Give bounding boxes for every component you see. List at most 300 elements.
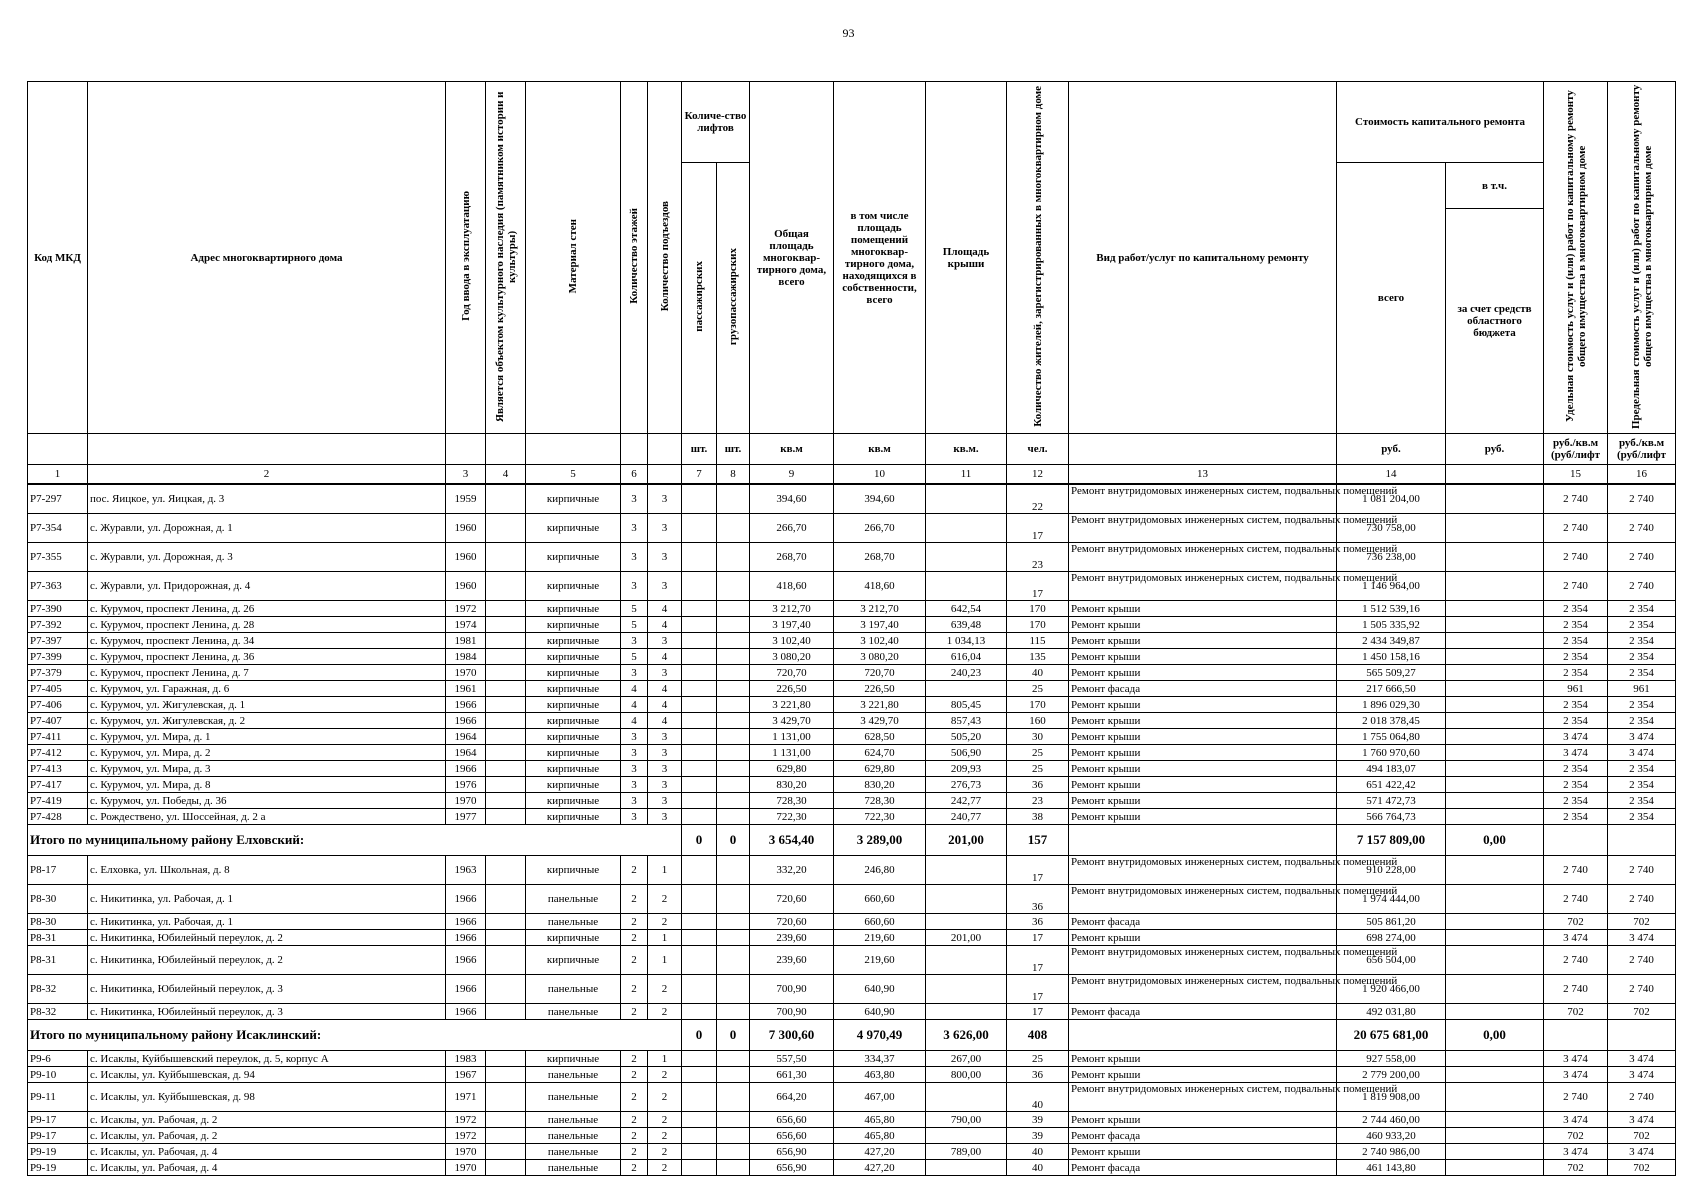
limit-cost: 2 740 bbox=[1608, 885, 1676, 914]
total-area-owned: 4 970,49 bbox=[834, 1020, 926, 1051]
unit-cost: 2 740 bbox=[1544, 543, 1608, 572]
table-row bbox=[28, 930, 1676, 946]
column-number: 3 bbox=[446, 465, 486, 485]
mkd-code: Р7-406 bbox=[28, 697, 88, 713]
heritage-flag bbox=[486, 914, 526, 930]
regional-funds bbox=[1446, 793, 1544, 809]
lift-cargo-count bbox=[717, 697, 750, 713]
column-number: 2 bbox=[88, 465, 446, 485]
mkd-address: с. Исаклы, Куйбышевский переулок, д. 5, корпус А bbox=[88, 1051, 446, 1067]
entrances-count: 3 bbox=[648, 793, 682, 809]
area-owned: 3 197,40 bbox=[834, 617, 926, 633]
heritage-flag bbox=[486, 681, 526, 697]
roof-area: 800,00 bbox=[926, 1067, 1007, 1083]
unit-rub-sqm: руб./кв.м (руб/лифт bbox=[1544, 434, 1608, 465]
entrances-count: 3 bbox=[648, 572, 682, 601]
roof-area bbox=[926, 514, 1007, 543]
wall-material: кирпичные bbox=[526, 484, 621, 514]
table-row bbox=[28, 633, 1676, 649]
floors-count: 2 bbox=[621, 914, 648, 930]
district-total-row bbox=[28, 825, 1676, 856]
heritage-flag bbox=[486, 713, 526, 729]
total-lift-pass: 0 bbox=[682, 1020, 717, 1051]
mkd-address: с. Курумоч, ул. Мира, д. 3 bbox=[88, 761, 446, 777]
floors-count: 2 bbox=[621, 975, 648, 1004]
empty-cell bbox=[1608, 1020, 1676, 1051]
heritage-flag bbox=[486, 809, 526, 825]
limit-cost: 2 740 bbox=[1608, 543, 1676, 572]
heritage-flag bbox=[486, 649, 526, 665]
limit-cost: 2 354 bbox=[1608, 617, 1676, 633]
unit-rub: руб. bbox=[1446, 434, 1544, 465]
repair-cost: 1 450 158,16 bbox=[1337, 649, 1446, 665]
mkd-code: Р7-411 bbox=[28, 729, 88, 745]
mkd-code: Р7-407 bbox=[28, 713, 88, 729]
lift-cargo-count bbox=[717, 745, 750, 761]
lift-cargo-count bbox=[717, 1160, 750, 1176]
area-total: 239,60 bbox=[750, 930, 834, 946]
roof-area: 790,00 bbox=[926, 1112, 1007, 1128]
column-number: 5 bbox=[526, 465, 621, 485]
floors-count: 2 bbox=[621, 885, 648, 914]
repair-cost: 1 512 539,16 bbox=[1337, 601, 1446, 617]
area-owned: 3 102,40 bbox=[834, 633, 926, 649]
roof-area bbox=[926, 856, 1007, 885]
lift-pass-count bbox=[682, 572, 717, 601]
area-owned: 720,70 bbox=[834, 665, 926, 681]
area-total: 700,90 bbox=[750, 975, 834, 1004]
entrances-count: 2 bbox=[648, 1067, 682, 1083]
wall-material: кирпичные bbox=[526, 633, 621, 649]
roof-area: 201,00 bbox=[926, 930, 1007, 946]
roof-area: 805,45 bbox=[926, 697, 1007, 713]
heritage-flag bbox=[486, 793, 526, 809]
wall-material: кирпичные bbox=[526, 514, 621, 543]
area-owned: 640,90 bbox=[834, 1004, 926, 1020]
mkd-address: с. Журавли, ул. Придорожная, д. 4 bbox=[88, 572, 446, 601]
lift-cargo-count bbox=[717, 930, 750, 946]
limit-cost: 2 740 bbox=[1608, 856, 1676, 885]
entrances-count: 4 bbox=[648, 617, 682, 633]
floors-count: 4 bbox=[621, 713, 648, 729]
mkd-address: с. Исаклы, ул. Куйбышевская, д. 94 bbox=[88, 1067, 446, 1083]
total-regional: 0,00 bbox=[1446, 825, 1544, 856]
table-row bbox=[28, 617, 1676, 633]
mkd-address: с. Исаклы, ул. Рабочая, д. 2 bbox=[88, 1112, 446, 1128]
unit-cost: 2 740 bbox=[1544, 856, 1608, 885]
work-type: Ремонт фасада bbox=[1069, 1128, 1337, 1144]
mkd-address: с. Рождествено, ул. Шоссейная, д. 2 а bbox=[88, 809, 446, 825]
unit-rub: руб. bbox=[1337, 434, 1446, 465]
area-owned: 465,80 bbox=[834, 1112, 926, 1128]
total-lift-cargo: 0 bbox=[717, 1020, 750, 1051]
unit-cost: 2 354 bbox=[1544, 601, 1608, 617]
lift-cargo-count bbox=[717, 809, 750, 825]
heritage-flag bbox=[486, 745, 526, 761]
commission-year: 1972 bbox=[446, 1128, 486, 1144]
entrances-count: 3 bbox=[648, 543, 682, 572]
column-number: 12 bbox=[1007, 465, 1069, 485]
commission-year: 1966 bbox=[446, 1004, 486, 1020]
heritage-flag bbox=[486, 856, 526, 885]
entrances-count: 1 bbox=[648, 1051, 682, 1067]
unit-people: чел. bbox=[1007, 434, 1069, 465]
area-owned: 266,70 bbox=[834, 514, 926, 543]
roof-area: 642,54 bbox=[926, 601, 1007, 617]
table-row bbox=[28, 484, 1676, 514]
lift-cargo-count bbox=[717, 514, 750, 543]
residents-count: 23 bbox=[1007, 793, 1069, 809]
regional-funds bbox=[1446, 1128, 1544, 1144]
floors-count: 3 bbox=[621, 777, 648, 793]
wall-material: кирпичные bbox=[526, 665, 621, 681]
residents-count: 36 bbox=[1007, 914, 1069, 930]
heritage-flag bbox=[486, 484, 526, 514]
area-owned: 219,60 bbox=[834, 930, 926, 946]
mkd-address: с. Журавли, ул. Дорожная, д. 3 bbox=[88, 543, 446, 572]
floors-count: 3 bbox=[621, 761, 648, 777]
mkd-code: Р8-32 bbox=[28, 975, 88, 1004]
repair-cost: 492 031,80 bbox=[1337, 1004, 1446, 1020]
floors-count: 3 bbox=[621, 572, 648, 601]
lift-pass-count bbox=[682, 1067, 717, 1083]
mkd-code: Р7-355 bbox=[28, 543, 88, 572]
area-total: 720,60 bbox=[750, 914, 834, 930]
residents-count: 30 bbox=[1007, 729, 1069, 745]
area-owned: 629,80 bbox=[834, 761, 926, 777]
work-type: Ремонт внутридомовых инженерных систем, подвальных помещений bbox=[1069, 514, 1337, 543]
limit-cost: 2 740 bbox=[1608, 1083, 1676, 1112]
heritage-flag bbox=[486, 885, 526, 914]
floors-count: 2 bbox=[621, 1144, 648, 1160]
commission-year: 1967 bbox=[446, 1067, 486, 1083]
lift-pass-count bbox=[682, 809, 717, 825]
table-row bbox=[28, 697, 1676, 713]
unit-cost: 2 354 bbox=[1544, 697, 1608, 713]
residents-count: 25 bbox=[1007, 1051, 1069, 1067]
header-area-owned: в том числе площадь помещений многоквар-тирного дома, находящихся в собственности, всего bbox=[834, 82, 926, 434]
unit-cost: 2 740 bbox=[1544, 514, 1608, 543]
regional-funds bbox=[1446, 543, 1544, 572]
area-owned: 660,60 bbox=[834, 914, 926, 930]
mkd-code: Р7-390 bbox=[28, 601, 88, 617]
mkd-code: Р8-30 bbox=[28, 914, 88, 930]
header-unit-cost: Удельная стоимость услуг и (или) работ по капитальному ремонту общего имущества в многоквартирном доме bbox=[1563, 90, 1588, 422]
lift-cargo-count bbox=[717, 1128, 750, 1144]
heritage-flag bbox=[486, 975, 526, 1004]
limit-cost: 2 354 bbox=[1608, 809, 1676, 825]
residents-count: 135 bbox=[1007, 649, 1069, 665]
work-type: Ремонт крыши bbox=[1069, 633, 1337, 649]
floors-count: 4 bbox=[621, 681, 648, 697]
heritage-flag bbox=[486, 761, 526, 777]
heritage-flag bbox=[486, 1144, 526, 1160]
floors-count: 2 bbox=[621, 1051, 648, 1067]
regional-funds bbox=[1446, 1083, 1544, 1112]
column-number: 13 bbox=[1069, 465, 1337, 485]
work-type: Ремонт крыши bbox=[1069, 745, 1337, 761]
area-owned: 465,80 bbox=[834, 1128, 926, 1144]
floors-count: 4 bbox=[621, 697, 648, 713]
total-residents: 408 bbox=[1007, 1020, 1069, 1051]
repair-cost: 1 760 970,60 bbox=[1337, 745, 1446, 761]
mkd-address: с. Курумоч, ул. Гаражная, д. 6 bbox=[88, 681, 446, 697]
lift-cargo-count bbox=[717, 1083, 750, 1112]
commission-year: 1966 bbox=[446, 761, 486, 777]
header-lift-pass: пассажирских bbox=[693, 261, 705, 332]
area-total: 720,70 bbox=[750, 665, 834, 681]
header-lift-cargo: грузопассажирских bbox=[727, 247, 739, 346]
work-type: Ремонт крыши bbox=[1069, 729, 1337, 745]
table-row bbox=[28, 649, 1676, 665]
table-row bbox=[28, 793, 1676, 809]
entrances-count: 1 bbox=[648, 930, 682, 946]
work-type: Ремонт крыши bbox=[1069, 777, 1337, 793]
repair-cost: 736 238,00 bbox=[1337, 543, 1446, 572]
area-owned: 660,60 bbox=[834, 885, 926, 914]
total-area-owned: 3 289,00 bbox=[834, 825, 926, 856]
residents-count: 25 bbox=[1007, 745, 1069, 761]
area-total: 728,30 bbox=[750, 793, 834, 809]
header-entrances: Количество подъездов bbox=[658, 200, 671, 312]
residents-count: 38 bbox=[1007, 809, 1069, 825]
unit-cost: 2 740 bbox=[1544, 946, 1608, 975]
floors-count: 5 bbox=[621, 601, 648, 617]
regional-funds bbox=[1446, 1160, 1544, 1176]
commission-year: 1970 bbox=[446, 793, 486, 809]
work-type: Ремонт крыши bbox=[1069, 713, 1337, 729]
commission-year: 1966 bbox=[446, 975, 486, 1004]
lift-cargo-count bbox=[717, 856, 750, 885]
area-owned: 463,80 bbox=[834, 1067, 926, 1083]
table-row bbox=[28, 1051, 1676, 1067]
roof-area bbox=[926, 681, 1007, 697]
area-total: 332,20 bbox=[750, 856, 834, 885]
mkd-code: Р7-419 bbox=[28, 793, 88, 809]
commission-year: 1966 bbox=[446, 697, 486, 713]
repair-cost: 651 422,42 bbox=[1337, 777, 1446, 793]
work-type: Ремонт крыши bbox=[1069, 617, 1337, 633]
floors-count: 5 bbox=[621, 617, 648, 633]
table-row bbox=[28, 1160, 1676, 1176]
heritage-flag bbox=[486, 1067, 526, 1083]
area-total: 418,60 bbox=[750, 572, 834, 601]
repair-cost: 2 779 200,00 bbox=[1337, 1067, 1446, 1083]
lift-cargo-count bbox=[717, 665, 750, 681]
work-type: Ремонт внутридомовых инженерных систем, подвальных помещений bbox=[1069, 885, 1337, 914]
residents-count: 115 bbox=[1007, 633, 1069, 649]
lift-cargo-count bbox=[717, 975, 750, 1004]
wall-material: кирпичные bbox=[526, 601, 621, 617]
regional-funds bbox=[1446, 633, 1544, 649]
residents-count: 23 bbox=[1007, 543, 1069, 572]
header-address: Адрес многоквартирного дома bbox=[88, 82, 446, 434]
residents-count: 17 bbox=[1007, 856, 1069, 885]
roof-area bbox=[926, 975, 1007, 1004]
unit-cost: 3 474 bbox=[1544, 1144, 1608, 1160]
heritage-flag bbox=[486, 633, 526, 649]
commission-year: 1966 bbox=[446, 930, 486, 946]
repair-cost: 2 744 460,00 bbox=[1337, 1112, 1446, 1128]
area-total: 266,70 bbox=[750, 514, 834, 543]
column-number: 6 bbox=[621, 465, 648, 485]
column-number: 10 bbox=[834, 465, 926, 485]
residents-count: 160 bbox=[1007, 713, 1069, 729]
area-total: 656,60 bbox=[750, 1128, 834, 1144]
lift-pass-count bbox=[682, 681, 717, 697]
header-code: Код МКД bbox=[28, 82, 88, 434]
mkd-address: с. Курумоч, ул. Жигулевская, д. 1 bbox=[88, 697, 446, 713]
unit-sqm: кв.м. bbox=[926, 434, 1007, 465]
unit-cost: 3 474 bbox=[1544, 1067, 1608, 1083]
regional-funds bbox=[1446, 885, 1544, 914]
mkd-address: с. Курумоч, проспект Ленина, д. 7 bbox=[88, 665, 446, 681]
wall-material: кирпичные bbox=[526, 946, 621, 975]
area-total: 661,30 bbox=[750, 1067, 834, 1083]
column-number bbox=[1446, 465, 1544, 485]
area-total: 3 221,80 bbox=[750, 697, 834, 713]
floors-count: 2 bbox=[621, 930, 648, 946]
area-total: 830,20 bbox=[750, 777, 834, 793]
commission-year: 1964 bbox=[446, 729, 486, 745]
roof-area bbox=[926, 1160, 1007, 1176]
repair-cost: 1 146 964,00 bbox=[1337, 572, 1446, 601]
mkd-code: Р9-17 bbox=[28, 1128, 88, 1144]
floors-count: 2 bbox=[621, 1160, 648, 1176]
entrances-count: 2 bbox=[648, 1004, 682, 1020]
header-limit-cost: Предельная стоимость услуг и (или) работ по капитальному ремонту общего имущества в многоквартирном доме bbox=[1629, 83, 1654, 429]
mkd-address: с. Исаклы, ул. Рабочая, д. 4 bbox=[88, 1144, 446, 1160]
table-row bbox=[28, 1144, 1676, 1160]
entrances-count: 3 bbox=[648, 729, 682, 745]
commission-year: 1960 bbox=[446, 543, 486, 572]
total-cost: 7 157 809,00 bbox=[1337, 825, 1446, 856]
residents-count: 17 bbox=[1007, 514, 1069, 543]
table-row bbox=[28, 681, 1676, 697]
heritage-flag bbox=[486, 1051, 526, 1067]
entrances-count: 4 bbox=[648, 697, 682, 713]
floors-count: 3 bbox=[621, 514, 648, 543]
unit-cost: 2 354 bbox=[1544, 761, 1608, 777]
commission-year: 1972 bbox=[446, 601, 486, 617]
column-number: 16 bbox=[1608, 465, 1676, 485]
repair-cost: 217 666,50 bbox=[1337, 681, 1446, 697]
lift-cargo-count bbox=[717, 1051, 750, 1067]
floors-count: 2 bbox=[621, 946, 648, 975]
area-total: 3 429,70 bbox=[750, 713, 834, 729]
lift-pass-count bbox=[682, 930, 717, 946]
mkd-code: Р7-379 bbox=[28, 665, 88, 681]
table-row bbox=[28, 856, 1676, 885]
work-type: Ремонт внутридомовых инженерных систем, подвальных помещений bbox=[1069, 1083, 1337, 1112]
area-owned: 640,90 bbox=[834, 975, 926, 1004]
work-type: Ремонт крыши bbox=[1069, 1144, 1337, 1160]
mkd-code: Р7-363 bbox=[28, 572, 88, 601]
district-total-label: Итого по муниципальному району Елховский: bbox=[28, 825, 682, 856]
limit-cost: 3 474 bbox=[1608, 1112, 1676, 1128]
page-number: 93 bbox=[842, 26, 855, 40]
commission-year: 1966 bbox=[446, 713, 486, 729]
work-type: Ремонт крыши bbox=[1069, 930, 1337, 946]
roof-area: 240,23 bbox=[926, 665, 1007, 681]
column-number: 14 bbox=[1337, 465, 1446, 485]
lift-pass-count bbox=[682, 975, 717, 1004]
wall-material: панельные bbox=[526, 1083, 621, 1112]
commission-year: 1970 bbox=[446, 1160, 486, 1176]
mkd-address: с. Исаклы, ул. Куйбышевская, д. 98 bbox=[88, 1083, 446, 1112]
roof-area: 789,00 bbox=[926, 1144, 1007, 1160]
residents-count: 25 bbox=[1007, 761, 1069, 777]
repair-cost: 1 896 029,30 bbox=[1337, 697, 1446, 713]
residents-count: 170 bbox=[1007, 697, 1069, 713]
roof-area bbox=[926, 946, 1007, 975]
mkd-address: с. Никитинка, Юбилейный переулок, д. 2 bbox=[88, 946, 446, 975]
repair-cost: 910 228,00 bbox=[1337, 856, 1446, 885]
commission-year: 1984 bbox=[446, 649, 486, 665]
limit-cost: 702 bbox=[1608, 1160, 1676, 1176]
roof-area: 857,43 bbox=[926, 713, 1007, 729]
lift-pass-count bbox=[682, 1112, 717, 1128]
mkd-code: Р7-412 bbox=[28, 745, 88, 761]
entrances-count: 4 bbox=[648, 713, 682, 729]
residents-count: 170 bbox=[1007, 601, 1069, 617]
lift-pass-count bbox=[682, 1004, 717, 1020]
unit-cost: 3 474 bbox=[1544, 729, 1608, 745]
floors-count: 3 bbox=[621, 484, 648, 514]
residents-count: 36 bbox=[1007, 885, 1069, 914]
heritage-flag bbox=[486, 1004, 526, 1020]
capital-repair-table bbox=[27, 81, 1676, 1176]
heritage-flag bbox=[486, 617, 526, 633]
repair-cost: 698 274,00 bbox=[1337, 930, 1446, 946]
area-owned: 219,60 bbox=[834, 946, 926, 975]
empty-cell bbox=[1069, 1020, 1337, 1051]
limit-cost: 702 bbox=[1608, 1128, 1676, 1144]
entrances-count: 2 bbox=[648, 885, 682, 914]
wall-material: кирпичные bbox=[526, 761, 621, 777]
mkd-address: с. Курумоч, проспект Ленина, д. 28 bbox=[88, 617, 446, 633]
header-heritage: Является объектом культурного наследия (памятником истории и культуры) bbox=[493, 90, 518, 422]
commission-year: 1960 bbox=[446, 572, 486, 601]
entrances-count: 2 bbox=[648, 914, 682, 930]
entrances-count: 2 bbox=[648, 1160, 682, 1176]
entrances-count: 2 bbox=[648, 1083, 682, 1112]
total-cost: 20 675 681,00 bbox=[1337, 1020, 1446, 1051]
roof-area: 209,93 bbox=[926, 761, 1007, 777]
wall-material: кирпичные bbox=[526, 649, 621, 665]
residents-count: 22 bbox=[1007, 484, 1069, 514]
unit-cost: 702 bbox=[1544, 1160, 1608, 1176]
limit-cost: 2 354 bbox=[1608, 649, 1676, 665]
table-row bbox=[28, 761, 1676, 777]
entrances-count: 4 bbox=[648, 601, 682, 617]
entrances-count: 3 bbox=[648, 633, 682, 649]
residents-count: 40 bbox=[1007, 1083, 1069, 1112]
wall-material: панельные bbox=[526, 1160, 621, 1176]
commission-year: 1966 bbox=[446, 946, 486, 975]
regional-funds bbox=[1446, 761, 1544, 777]
work-type: Ремонт фасада bbox=[1069, 914, 1337, 930]
lift-cargo-count bbox=[717, 946, 750, 975]
mkd-code: Р9-17 bbox=[28, 1112, 88, 1128]
entrances-count: 1 bbox=[648, 856, 682, 885]
regional-funds bbox=[1446, 572, 1544, 601]
table-body bbox=[28, 484, 1676, 1176]
residents-count: 17 bbox=[1007, 572, 1069, 601]
mkd-address: с. Курумоч, ул. Мира, д. 1 bbox=[88, 729, 446, 745]
lift-pass-count bbox=[682, 745, 717, 761]
limit-cost: 2 740 bbox=[1608, 514, 1676, 543]
